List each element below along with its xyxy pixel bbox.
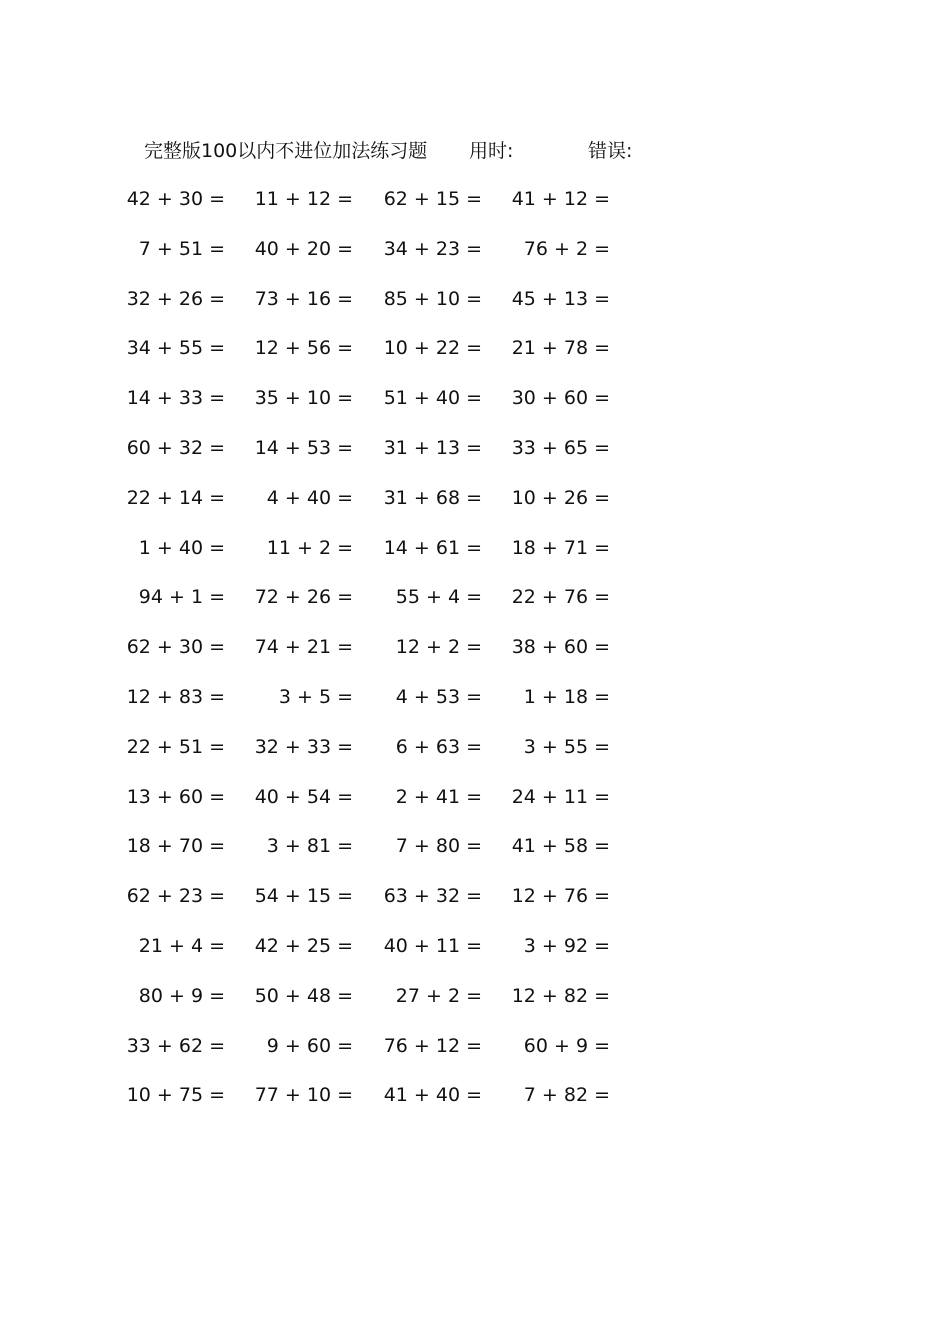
addition-problem: 12 + 56 = bbox=[254, 337, 353, 360]
addition-problem: 31 + 68 = bbox=[383, 486, 482, 509]
addition-problem: 9 + 60 = bbox=[266, 1034, 353, 1057]
addition-problem: 12 + 83 = bbox=[126, 685, 225, 708]
addition-problem: 12 + 2 = bbox=[395, 636, 482, 659]
problem-row bbox=[0, 782, 950, 832]
problem-grid bbox=[0, 184, 950, 1130]
time-label: 用时: bbox=[469, 140, 514, 162]
addition-problem: 51 + 40 = bbox=[383, 387, 482, 410]
addition-problem: 12 + 82 = bbox=[511, 984, 610, 1007]
addition-problem: 3 + 55 = bbox=[523, 735, 610, 758]
addition-problem: 50 + 48 = bbox=[254, 984, 353, 1007]
addition-problem: 60 + 9 = bbox=[523, 1034, 610, 1057]
addition-problem: 24 + 11 = bbox=[511, 785, 610, 808]
addition-problem: 42 + 25 = bbox=[254, 934, 353, 957]
addition-problem: 62 + 23 = bbox=[126, 885, 225, 908]
addition-problem: 3 + 92 = bbox=[523, 934, 610, 957]
addition-problem: 72 + 26 = bbox=[254, 586, 353, 609]
addition-problem: 94 + 1 = bbox=[138, 586, 225, 609]
problem-row bbox=[0, 383, 950, 433]
addition-problem: 21 + 78 = bbox=[511, 337, 610, 360]
addition-problem: 62 + 30 = bbox=[126, 636, 225, 659]
addition-problem: 21 + 4 = bbox=[138, 934, 225, 957]
addition-problem: 14 + 61 = bbox=[383, 536, 482, 559]
problem-row bbox=[0, 433, 950, 483]
problem-row bbox=[0, 632, 950, 682]
addition-problem: 35 + 10 = bbox=[254, 387, 353, 410]
addition-problem: 42 + 30 = bbox=[126, 188, 225, 210]
addition-problem: 31 + 13 = bbox=[383, 436, 482, 459]
addition-problem: 10 + 26 = bbox=[511, 486, 610, 509]
addition-problem: 62 + 15 = bbox=[383, 188, 482, 210]
addition-problem: 1 + 40 = bbox=[138, 536, 225, 559]
errors-label: 错误: bbox=[588, 140, 633, 162]
problem-row bbox=[0, 184, 950, 234]
addition-problem: 74 + 21 = bbox=[254, 636, 353, 659]
problem-row bbox=[0, 732, 950, 782]
addition-problem: 14 + 53 = bbox=[254, 436, 353, 459]
addition-problem: 4 + 40 = bbox=[266, 486, 353, 509]
addition-problem: 4 + 53 = bbox=[395, 685, 482, 708]
problem-row bbox=[0, 881, 950, 931]
problem-row bbox=[0, 831, 950, 881]
addition-problem: 54 + 15 = bbox=[254, 885, 353, 908]
addition-problem: 33 + 62 = bbox=[126, 1034, 225, 1057]
addition-problem: 7 + 51 = bbox=[138, 237, 225, 260]
addition-problem: 80 + 9 = bbox=[138, 984, 225, 1007]
addition-problem: 32 + 33 = bbox=[254, 735, 353, 758]
addition-problem: 76 + 12 = bbox=[383, 1034, 482, 1057]
addition-problem: 1 + 18 = bbox=[523, 685, 610, 708]
addition-problem: 12 + 76 = bbox=[511, 885, 610, 908]
addition-problem: 41 + 58 = bbox=[511, 835, 610, 858]
problem-row bbox=[0, 1031, 950, 1081]
problem-row bbox=[0, 682, 950, 732]
addition-problem: 18 + 70 = bbox=[126, 835, 225, 858]
problem-row bbox=[0, 234, 950, 284]
problem-row bbox=[0, 1080, 950, 1130]
addition-problem: 73 + 16 = bbox=[254, 287, 353, 310]
addition-problem: 13 + 60 = bbox=[126, 785, 225, 808]
addition-problem: 41 + 40 = bbox=[383, 1084, 482, 1107]
addition-problem: 55 + 4 = bbox=[395, 586, 482, 609]
problem-row bbox=[0, 333, 950, 383]
problem-row bbox=[0, 981, 950, 1031]
addition-problem: 45 + 13 = bbox=[511, 287, 610, 310]
problem-row bbox=[0, 931, 950, 981]
addition-problem: 77 + 10 = bbox=[254, 1084, 353, 1107]
addition-problem: 32 + 26 = bbox=[126, 287, 225, 310]
addition-problem: 27 + 2 = bbox=[395, 984, 482, 1007]
addition-problem: 7 + 82 = bbox=[523, 1084, 610, 1107]
addition-problem: 6 + 63 = bbox=[395, 735, 482, 758]
addition-problem: 38 + 60 = bbox=[511, 636, 610, 659]
addition-problem: 34 + 23 = bbox=[383, 237, 482, 260]
addition-problem: 40 + 54 = bbox=[254, 785, 353, 808]
addition-problem: 2 + 41 = bbox=[395, 785, 482, 808]
addition-problem: 22 + 51 = bbox=[126, 735, 225, 758]
addition-problem: 40 + 11 = bbox=[383, 934, 482, 957]
addition-problem: 10 + 75 = bbox=[126, 1084, 225, 1107]
problem-row bbox=[0, 284, 950, 334]
addition-problem: 11 + 12 = bbox=[254, 188, 353, 210]
problem-row bbox=[0, 483, 950, 533]
addition-problem: 85 + 10 = bbox=[383, 287, 482, 310]
addition-problem: 76 + 2 = bbox=[523, 237, 610, 260]
addition-problem: 22 + 76 = bbox=[511, 586, 610, 609]
addition-problem: 33 + 65 = bbox=[511, 436, 610, 459]
problem-row bbox=[0, 533, 950, 583]
addition-problem: 40 + 20 = bbox=[254, 237, 353, 260]
addition-problem: 14 + 33 = bbox=[126, 387, 225, 410]
worksheet-header bbox=[144, 136, 664, 166]
addition-problem: 7 + 80 = bbox=[395, 835, 482, 858]
addition-problem: 60 + 32 = bbox=[126, 436, 225, 459]
worksheet-title: 完整版100以内不进位加法练习题 bbox=[144, 140, 428, 162]
problem-row bbox=[0, 582, 950, 632]
addition-problem: 3 + 81 = bbox=[266, 835, 353, 858]
addition-problem: 18 + 71 = bbox=[511, 536, 610, 559]
addition-problem: 34 + 55 = bbox=[126, 337, 225, 360]
addition-problem: 11 + 2 = bbox=[266, 536, 353, 559]
addition-problem: 22 + 14 = bbox=[126, 486, 225, 509]
addition-problem: 30 + 60 = bbox=[511, 387, 610, 410]
addition-problem: 3 + 5 = bbox=[278, 685, 353, 708]
addition-problem: 10 + 22 = bbox=[383, 337, 482, 360]
addition-problem: 63 + 32 = bbox=[383, 885, 482, 908]
addition-problem: 41 + 12 = bbox=[511, 188, 610, 210]
